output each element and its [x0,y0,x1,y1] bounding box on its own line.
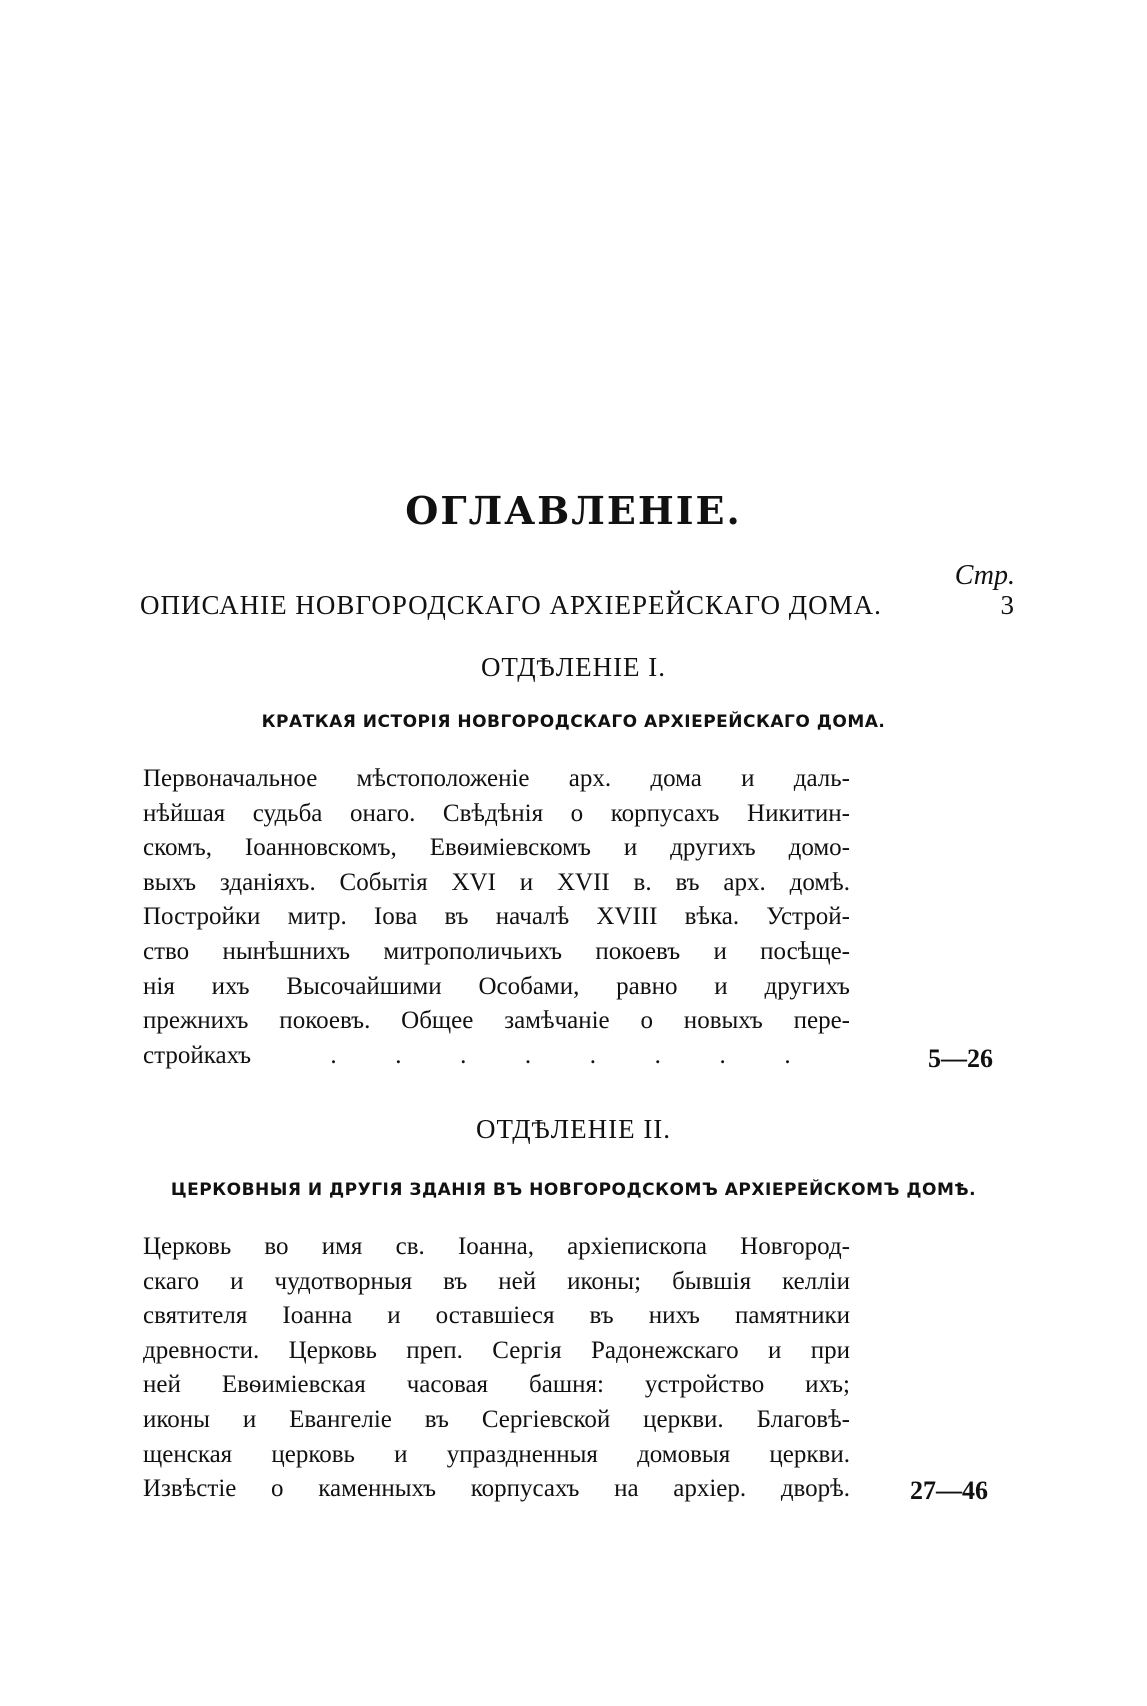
description-line: иконы и Евангеліе въ Сергіевской церкви. Благовѣ- [143,1405,850,1433]
section-1-pages: 5—26 [928,1044,993,1073]
description-line: ство нынѣшнихъ митрополичьихъ покоевъ и посѣще- [143,937,850,965]
description-line: щенская церковь и упраздненныя домовыя церкви. [143,1440,850,1468]
description-line: Постройки митр. Іова въ началѣ XVIII вѣка. Устрой- [143,903,850,931]
description-line: нія ихъ Высочайшими Особами, равно и другихъ [143,972,850,1000]
description-line: Первоначальное мѣстоположеніе арх. дома и даль- [143,765,850,792]
page-title: ОГЛАВЛЕНІЕ. [405,488,742,533]
section-1-description [143,762,850,1073]
description-last-line [143,1039,850,1074]
description-line: Церковь во имя св. Іоанна, архіепископа Новгород- [143,1233,850,1260]
section-1-subheading: КРАТКАЯ ИСТОРІЯ НОВГОРОДСКАГО АРХІЕРЕЙСКАГО ДОМА. [261,712,886,732]
description-line: стройкахъ [143,1041,252,1069]
main-entry-text: ОПИСАНІЕ НОВГОРОДСКАГО АРХІЕРЕЙСКАГО ДОМА. [140,590,882,620]
description-line: скомъ, Іоанновскомъ, Евѳиміевскомъ и другихъ домо- [143,834,850,862]
description-line: древности. Церковь преп. Сергія Радонежскаго и при [143,1336,850,1364]
description-line: нѣйшая судьба онаго. Свѣдѣнія о корпусахъ Никитин- [143,799,850,827]
description-line: выхъ зданіяхъ. Событія XVI и XVII в. въ арх. домѣ. [143,868,850,896]
section-1-heading: ОТДѢЛЕНІЕ I. [480,652,667,682]
section-2-description [143,1230,850,1507]
leader-dots: . . . . . . . . [330,1041,791,1069]
description-line: святителя Іоанна и оставшіеся въ нихъ памятники [143,1302,850,1330]
description-line: скаго и чудотворныя въ ней иконы; бывшія келліи [143,1267,850,1295]
page-column-label: Стр. [954,560,1015,591]
section-2-subheading: ЦЕРКОВНЫЯ И ДРУГІЯ ЗДАНІЯ ВЪ НОВГОРОДСКОМЪ АРХІЕРЕЙСКОМЪ ДОМѢ. [170,1180,977,1200]
section-2-heading: ОТДѢЛЕНІЕ II. [475,1114,672,1144]
description-line: ней Евѳиміевская часовая башня: устройство ихъ; [143,1371,850,1399]
main-entry [140,590,1015,621]
description-line: прежнихъ покоевъ. Общее замѣчаніе о новыхъ пере- [143,1007,850,1035]
main-entry-page: 3 [1000,590,1015,620]
section-2-pages: 27—46 [910,1476,988,1505]
description-line: Извѣстіе о каменныхъ корпусахъ на архіер. дворѣ. [143,1475,850,1503]
